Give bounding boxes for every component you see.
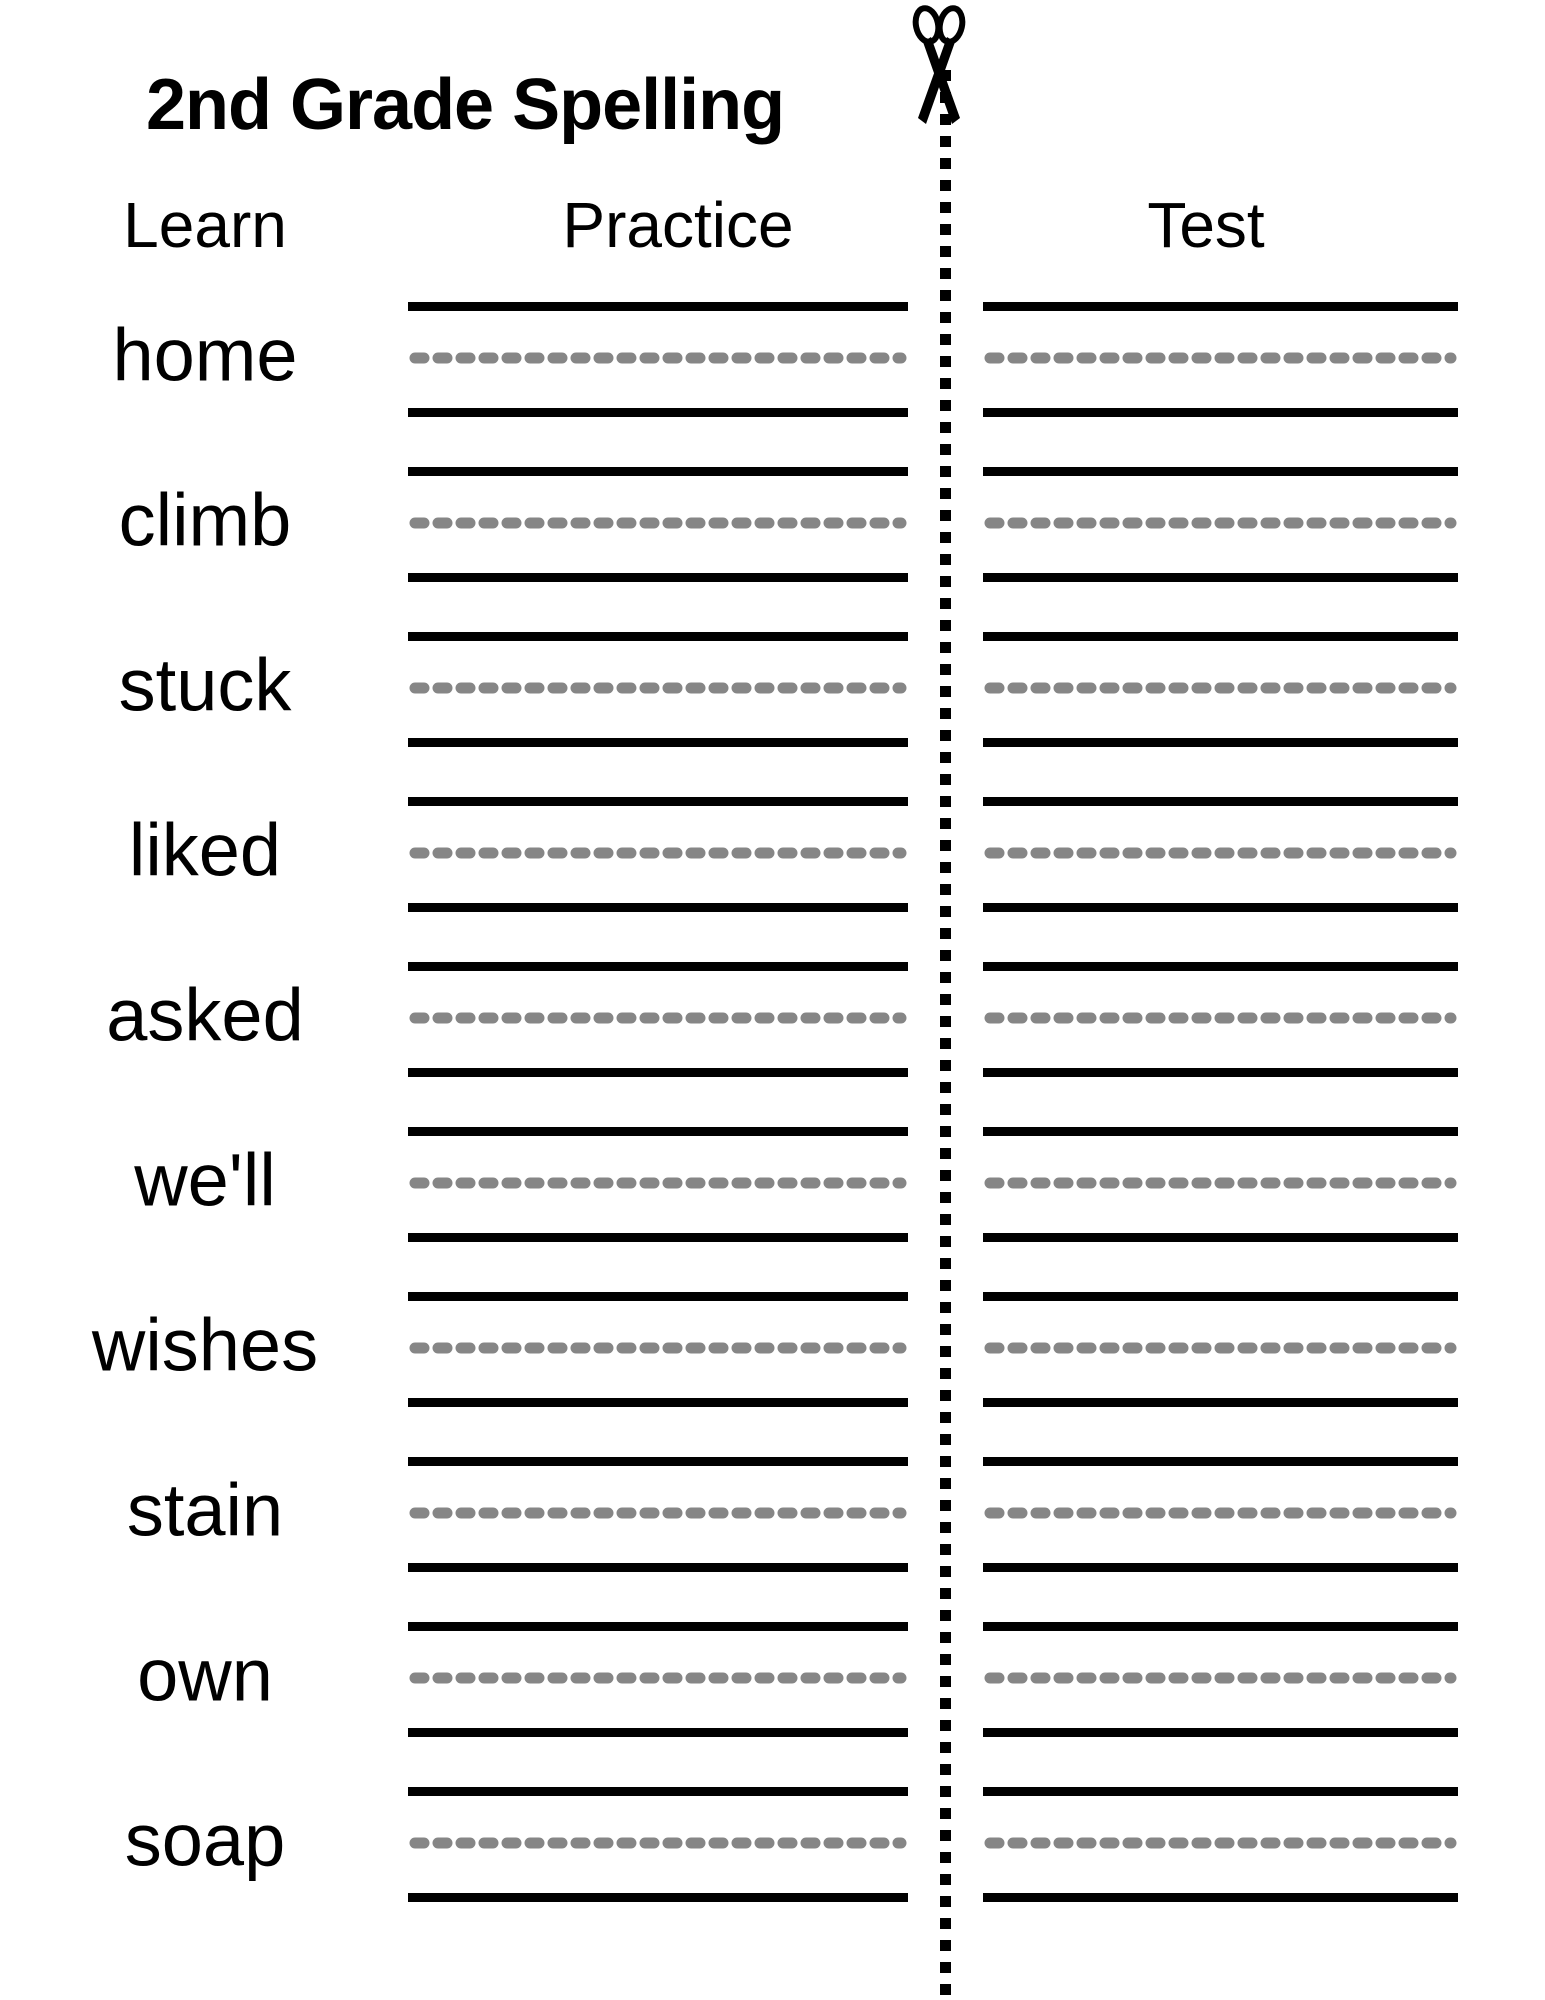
test-writing-area xyxy=(983,797,1458,917)
test-writing-area xyxy=(983,467,1458,587)
writing-line-bottom xyxy=(983,1068,1458,1077)
practice-writing-area xyxy=(408,1127,908,1247)
practice-writing-area xyxy=(408,632,908,752)
writing-line-top xyxy=(983,1622,1458,1631)
writing-line-bottom xyxy=(983,903,1458,912)
writing-guide-line xyxy=(408,352,908,364)
writing-guide-line xyxy=(408,1507,908,1519)
writing-line-top xyxy=(408,1622,908,1631)
writing-line-bottom xyxy=(408,1233,908,1242)
writing-guide-line xyxy=(408,1177,908,1189)
writing-line-top xyxy=(408,632,908,641)
practice-writing-area xyxy=(408,467,908,587)
writing-line-top xyxy=(983,302,1458,311)
writing-line-top xyxy=(983,1127,1458,1136)
scissors-icon xyxy=(912,4,966,128)
writing-line-top xyxy=(408,797,908,806)
writing-line-bottom xyxy=(983,1563,1458,1572)
writing-guide-line xyxy=(983,847,1458,859)
word-row xyxy=(0,1787,1545,1952)
practice-writing-area xyxy=(408,962,908,1082)
practice-writing-area xyxy=(408,1622,908,1742)
writing-line-bottom xyxy=(408,738,908,747)
writing-line-bottom xyxy=(408,408,908,417)
column-header-test: Test xyxy=(1147,189,1265,261)
writing-line-bottom xyxy=(408,1893,908,1902)
writing-line-top xyxy=(983,797,1458,806)
writing-line-top xyxy=(408,962,908,971)
writing-line-top xyxy=(408,1127,908,1136)
writing-guide-line xyxy=(408,1837,908,1849)
spelling-word: asked xyxy=(106,973,304,1057)
test-writing-area xyxy=(983,1292,1458,1412)
word-row xyxy=(0,302,1545,467)
word-row xyxy=(0,1457,1545,1622)
writing-line-bottom xyxy=(408,1728,908,1737)
word-rows xyxy=(0,302,1545,1952)
writing-line-bottom xyxy=(983,738,1458,747)
writing-guide-line xyxy=(408,847,908,859)
page-title: 2nd Grade Spelling xyxy=(146,65,785,145)
spelling-word: liked xyxy=(128,808,282,892)
writing-guide-line xyxy=(983,1507,1458,1519)
spelling-word: home xyxy=(112,313,298,397)
writing-guide-line xyxy=(408,517,908,529)
writing-line-top xyxy=(408,1457,908,1466)
writing-line-bottom xyxy=(408,903,908,912)
word-row xyxy=(0,797,1545,962)
writing-line-bottom xyxy=(408,1563,908,1572)
writing-guide-line xyxy=(408,682,908,694)
writing-line-top xyxy=(408,302,908,311)
spelling-word: soap xyxy=(124,1798,286,1882)
writing-line-bottom xyxy=(983,573,1458,582)
practice-writing-area xyxy=(408,1292,908,1412)
test-writing-area xyxy=(983,1787,1458,1907)
practice-writing-area xyxy=(408,797,908,917)
writing-line-top xyxy=(408,467,908,476)
test-writing-area xyxy=(983,962,1458,1082)
word-row xyxy=(0,962,1545,1127)
writing-guide-line xyxy=(983,517,1458,529)
writing-guide-line xyxy=(983,682,1458,694)
writing-line-top xyxy=(983,1787,1458,1796)
writing-line-bottom xyxy=(408,1398,908,1407)
spelling-word: wishes xyxy=(91,1303,319,1387)
writing-guide-line xyxy=(983,1342,1458,1354)
spelling-word: own xyxy=(137,1633,273,1717)
word-row xyxy=(0,1292,1545,1457)
test-writing-area xyxy=(983,302,1458,422)
writing-line-top xyxy=(983,467,1458,476)
word-row xyxy=(0,467,1545,632)
practice-writing-area xyxy=(408,1457,908,1577)
writing-guide-line xyxy=(408,1342,908,1354)
writing-line-bottom xyxy=(983,1893,1458,1902)
writing-line-top xyxy=(408,1787,908,1796)
writing-line-bottom xyxy=(983,1728,1458,1737)
writing-line-bottom xyxy=(983,408,1458,417)
writing-line-bottom xyxy=(408,1068,908,1077)
writing-line-bottom xyxy=(408,573,908,582)
word-row xyxy=(0,1127,1545,1292)
test-writing-area xyxy=(983,1457,1458,1577)
practice-writing-area xyxy=(408,1787,908,1907)
writing-guide-line xyxy=(983,1012,1458,1024)
writing-line-bottom xyxy=(983,1398,1458,1407)
writing-guide-line xyxy=(408,1012,908,1024)
column-header-practice: Practice xyxy=(562,189,794,261)
column-header-learn: Learn xyxy=(123,189,287,261)
writing-guide-line xyxy=(983,1177,1458,1189)
writing-line-top xyxy=(983,962,1458,971)
spelling-word: we'll xyxy=(134,1138,276,1222)
writing-guide-line xyxy=(983,1837,1458,1849)
writing-line-top xyxy=(983,1292,1458,1301)
test-writing-area xyxy=(983,1622,1458,1742)
spelling-word: stain xyxy=(126,1468,284,1552)
writing-line-top xyxy=(408,1292,908,1301)
writing-line-bottom xyxy=(983,1233,1458,1242)
spelling-word: stuck xyxy=(118,643,292,727)
writing-line-top xyxy=(983,632,1458,641)
writing-guide-line xyxy=(983,352,1458,364)
writing-line-top xyxy=(983,1457,1458,1466)
writing-guide-line xyxy=(408,1672,908,1684)
test-writing-area xyxy=(983,1127,1458,1247)
test-writing-area xyxy=(983,632,1458,752)
practice-writing-area xyxy=(408,302,908,422)
word-row xyxy=(0,632,1545,797)
spelling-word: climb xyxy=(118,478,292,562)
writing-guide-line xyxy=(983,1672,1458,1684)
word-row xyxy=(0,1622,1545,1787)
